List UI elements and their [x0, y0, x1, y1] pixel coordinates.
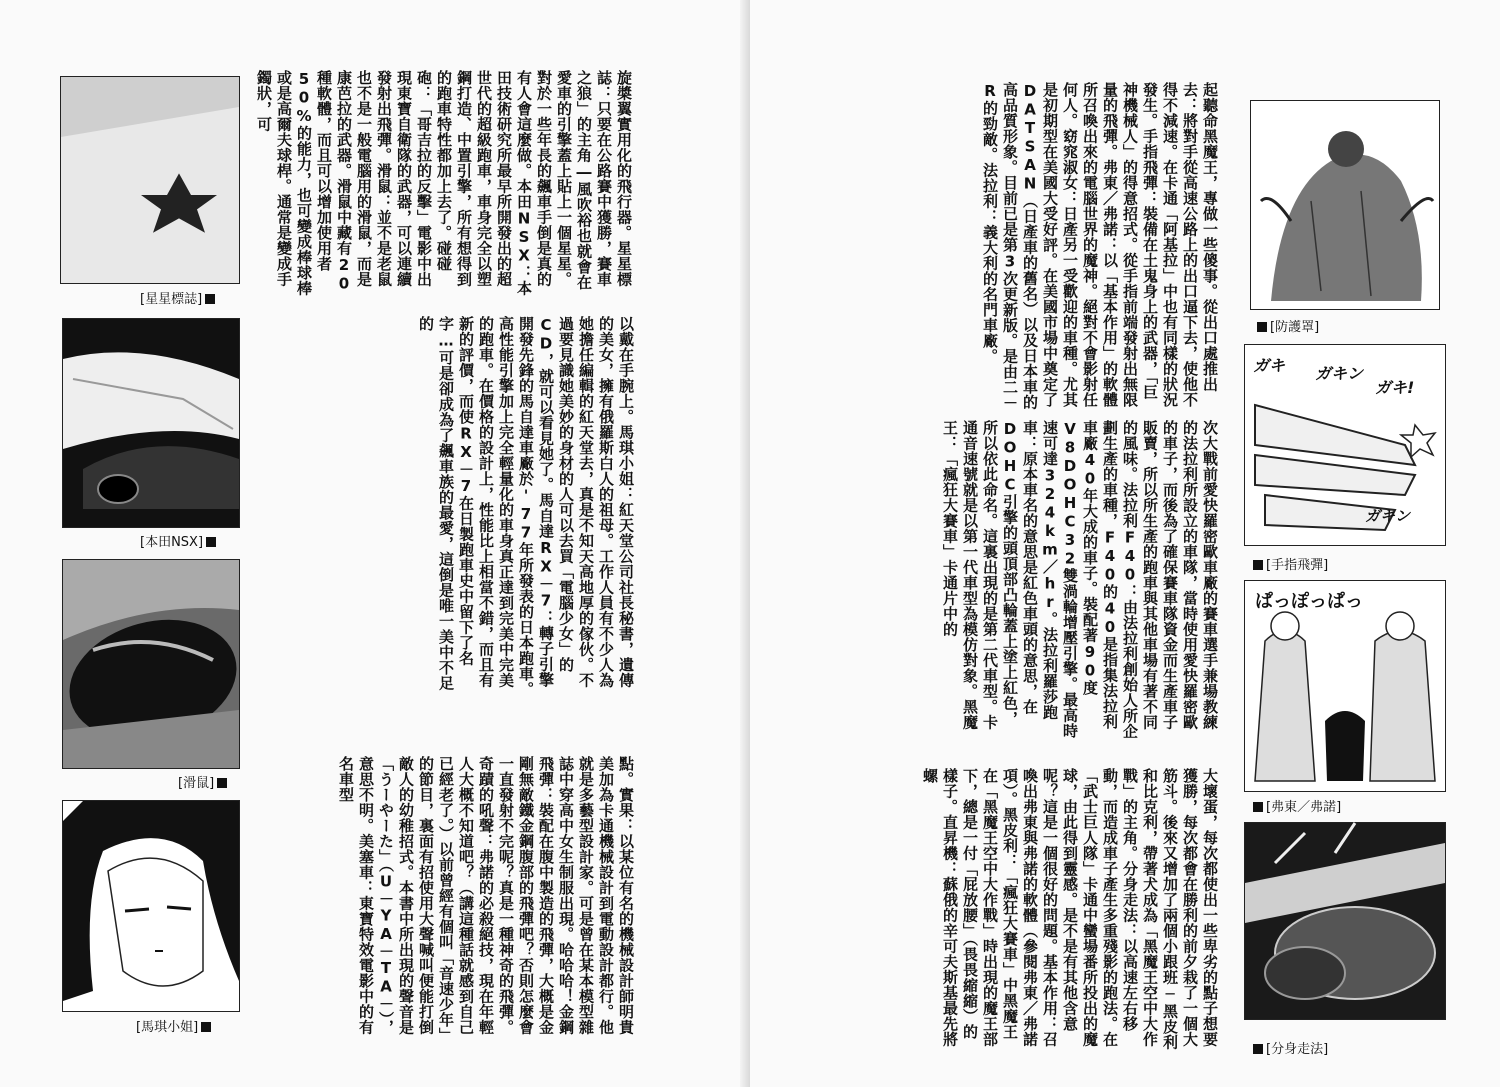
split-run-illustration [1245, 823, 1445, 1019]
star-emblem-illustration [61, 77, 239, 283]
right-page [750, 0, 1500, 1087]
text-block-top-left: 旋槳翼實用化的飛行器。星星標誌：只要在公路賽中獲勝，賽車之狼」的主角―風吹裕也就會在愛車的引擎蓋上貼上一個星星。對於一些年長的飆車手倒是真的有人會這麼做。本田NSX：本田技術研究所最早所開發出的超世代的超級跑車，車身完全以塑鋼打造、中置引擎，所有想得到的跑車特性都加上去了。碰碰砲：「哥吉拉的反擊」電影中出現東寶自衛隊的武器，可以連續發射出飛彈。滑鼠：並不是老鼠也不是一般電腦用的滑鼠，而是康芭拉的武器。滑鼠中藏有20種軟體，而且可以增加使用者50%的能力，也可變成棒球棒或是高爾夫球桿。通常是變成手鐲狀，可 [255, 70, 633, 296]
shield-illustration [1251, 101, 1439, 309]
text-block-top-right: 起聽命黑魔王，專做一些傻事。從出口處推出去：將對手從高速公路上的出口逼下去，使他不得不減速。在卡通「阿基拉」中也有同樣的狀況發生。手指飛彈：裝備在土鬼身上的武器，「巨神機械人」的得意招式。從手指前端發射出無限量的飛彈。弗東／弗諾：以「基本作用」的軟體所召喚出來的電腦世界的魔神。絕對不會影射任何人。窈窕淑女：日產另一受歡迎的車種。尤其是初期型在美國大受好評。在美國市場中奠定了DATSAN（日產車的舊名）以及日本車的高品質形象。目前已是第3次更新版。是由二－R的勁敵。法拉利：義大利的名門車廠。 [981, 82, 1219, 411]
caption-finger: [手指飛彈] [1250, 554, 1328, 573]
caption-nsx: [本田NSX] [140, 531, 219, 550]
caption-mouse: [滑鼠] [178, 772, 230, 791]
mouse-panel [62, 559, 240, 769]
sfx-gaki-2: ガキ! [1375, 378, 1415, 397]
maqi-portrait-illustration [63, 801, 239, 1011]
text-block-middle-left: 以戴在手腕上。馬琪小姐：紅天堂公司社長秘書，遺傳的美女，擁有俄羅斯白人的祖母。工作人員有不少人為她擔任編輯的紅天堂去，真是不知天高地厚的傢伙。不過要見識她美妙的身材的人可以去買「電腦少女」的CD，就可以看見她了。馬自達RX－7：轉子引擎開發先鋒的馬自達車廠於'77年所發表的日本跑車。高性能引擎加上完全輕量化的車身真正達到完美中完美的跑車。在價格的設計上，性能比上相當不錯，而且有新的評價，而使RX－7在日製跑車史中留下了名字…可是卻成為了飆車族的最愛，這倒是唯一美中不足的 [417, 316, 635, 697]
text-block-bottom-right: 大壞蛋，每次都使出一些卑劣的點子想要獲勝，每次都會在勝利的前夕栽了一個大筋斗。後來又增加了兩個小跟班─黑皮利和比克利，帶著犬成為「黑魔王空中大作戰」的主角。分身走法：以高速左右移動，而造成車子產生多重殘影的跑法。在「武士巨人隊」卡通中蠻場番所投出的魔球，由此得到靈感。是不是有其他含意呢？這是一個很好的問題。基本作用：召喚出弗東與弗諾的軟體（參閱弗東／弗諾項）。黑皮利：「瘋狂大賽車」中黑魔王在「黑魔王空中大作戰」時出現的魔王部下，總是一付「屁放腰」（畏畏縮縮）的樣子。直昇機：蘇俄的辛可夫斯基最先將螺 [921, 768, 1219, 1050]
caption-maqi: [馬琪小姐] [136, 1016, 214, 1035]
text-block-bottom-left: 點。實果：以某位有名的機械設計師明貴美加為卡通機械設計到電動設計都行。他就是多藝型設計家。可是曾在某本模型雜誌中穿高中女生制服出現。哈哈哈！金鋼飛彈：裝配在腹中製造的飛彈，大概是金剛無敵鐵金鋼腹部的飛彈吧？否則怎麼會一直發射不完呢？真是一種神奇的飛彈。奇蹟的吼聲：弗諾的必殺絕技，現在年輕人大概不知道吧？（講這種話就感到自己已經老了。）以前曾經有個叫「音速少年」的節目，裏面有招使用大聲喊叫便能打倒敵人的幼稚招式。本書中所出現的聲音是「うーやーた」（U－YA－TA－），意思不明。美塞車：東寶特效電影中的有名車型 [337, 756, 635, 1036]
shield-panel [1250, 100, 1440, 310]
honda-nsx-panel [62, 318, 240, 528]
sfx-kaki: ガキン [1315, 364, 1363, 383]
star-emblem-panel [60, 76, 240, 284]
text-block-middle-right: 次大戰前愛快羅密歐車廠的賽車選手兼場教練的法拉利所設立的車隊，當時使用愛快羅密歐的車子，而後為了確保賽車隊資金而生產車子販賣，所以所生產的跑車與其他車場有著不同的風味。法拉利F40：由法拉利創始人所企劃生產的車種，F40的40是指集法拉利車廠40年大成的車子。裝配著90度V8DOHC32雙渦輪增壓引擎。最高時速可達324km／hr。法拉利羅莎跑車：原本車名的意思是紅色車頭的意思，在DOHC引擎的頭頂部凸輪蓋上塗上紅色，所以依此命名。這裏出現的是第二代車型。卡通音速號就是以第一代車型為模仿對象。黑魔王：「瘋狂大賽車」卡通片中的 [941, 420, 1219, 739]
fudong-funuo-panel [1244, 580, 1446, 792]
sfx-pon: ぱっぽっぱっ [1255, 591, 1363, 612]
honda-nsx-illustration [63, 319, 239, 527]
sfx-gakin: ガキン [1365, 507, 1410, 525]
sfx-gaki-1: ガキ [1253, 356, 1286, 375]
caption-star: [星星標誌] [140, 288, 218, 307]
mouse-device-illustration [63, 560, 239, 768]
caption-split: [分身走法] [1250, 1038, 1328, 1057]
caption-fudong: [弗東／弗諾] [1250, 796, 1341, 815]
split-run-panel [1244, 822, 1446, 1020]
caption-shield: [防護罩] [1254, 316, 1319, 335]
maqi-portrait-panel [62, 800, 240, 1012]
finger-missile-panel [1244, 344, 1446, 546]
